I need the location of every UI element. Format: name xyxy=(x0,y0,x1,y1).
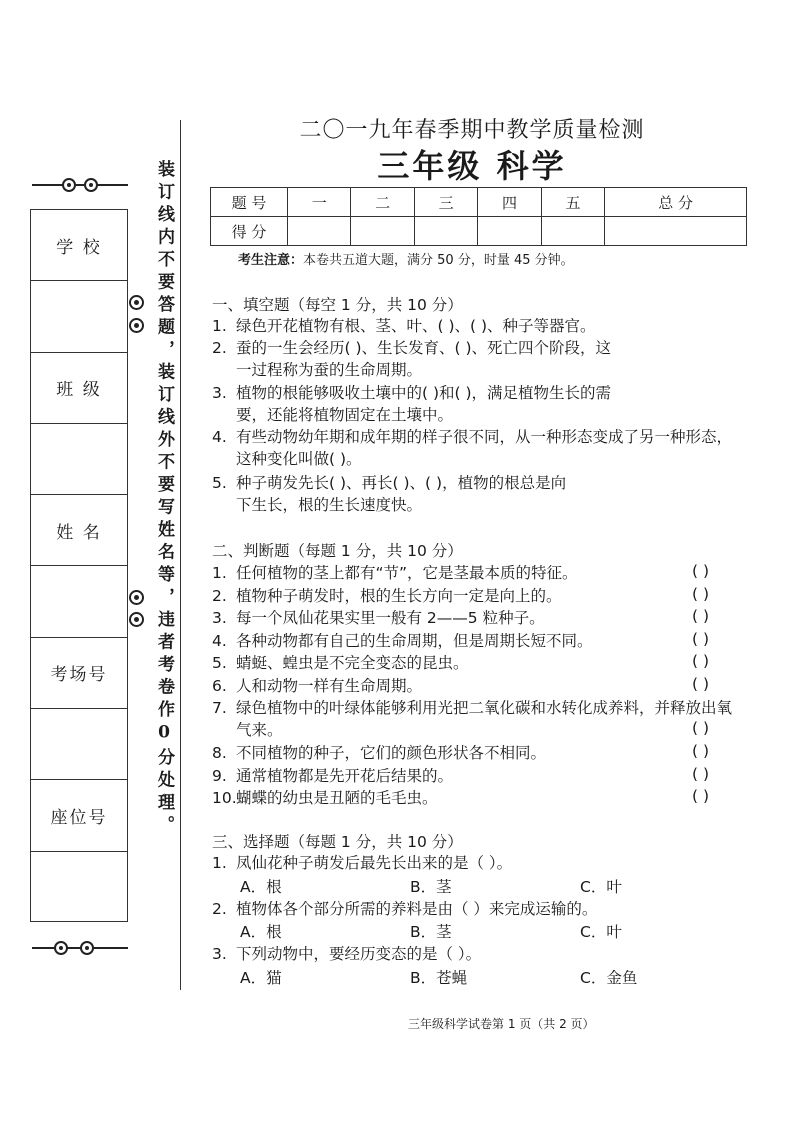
score-input-cell[interactable] xyxy=(605,217,747,246)
question-number: 2. xyxy=(212,900,227,918)
binding-hole-icon xyxy=(129,295,144,310)
option-b[interactable]: B．茎 xyxy=(410,878,452,896)
choice-question xyxy=(212,943,752,965)
question-text: 凤仙花种子萌发后最先长出来的是（ ）。 xyxy=(236,854,513,872)
score-header-cell: 五 xyxy=(541,188,604,217)
section3-title: 三、选择题（每题 1 分，共 10 分） xyxy=(212,833,463,851)
info-class-label: 班 级 xyxy=(31,353,127,424)
judge-question xyxy=(212,630,752,652)
question-text-cont: 下生长，根的生长速度快。 xyxy=(236,496,423,514)
score-input-cell[interactable] xyxy=(478,217,541,246)
judge-question xyxy=(212,765,752,787)
question-text-cont: 一过程称为蚕的生命周期。 xyxy=(236,361,423,379)
question-text: 任何植物的茎上都有“节”，它是茎最本质的特征。 xyxy=(236,564,578,582)
option-a[interactable]: A．根 xyxy=(240,878,282,896)
fill-question xyxy=(212,426,752,470)
question-number: 5. xyxy=(212,474,227,492)
question-text: 种子萌发先长( )、再长( )、( )，植物的根总是向 xyxy=(236,474,567,492)
info-class-field[interactable] xyxy=(31,424,127,495)
student-info-table xyxy=(30,209,128,922)
answer-paren[interactable]: ( ) xyxy=(692,562,710,580)
option-c[interactable]: C．叶 xyxy=(580,878,622,896)
section1-title: 一、填空题（每空 1 分，共 10 分） xyxy=(212,296,463,314)
question-text: 每一个凤仙花果实里一般有 2——5 粒种子。 xyxy=(236,609,545,627)
score-input-cell[interactable] xyxy=(351,217,414,246)
option-b[interactable]: B．茎 xyxy=(410,923,452,941)
score-header-cell: 题 号 xyxy=(211,188,288,217)
score-table xyxy=(210,187,747,246)
binding-hole-icon xyxy=(129,590,144,605)
answer-paren[interactable]: ( ) xyxy=(692,630,710,648)
info-name-field[interactable] xyxy=(31,566,127,637)
judge-question xyxy=(212,562,752,584)
question-text: 绿色开花植物有根、茎、叶、( )、( )、种子等器官。 xyxy=(236,317,596,335)
info-seat-label: 座位号 xyxy=(31,780,127,851)
question-number: 4. xyxy=(212,632,227,650)
score-input-cell[interactable] xyxy=(414,217,477,246)
question-text: 蜻蜓、蝗虫是不完全变态的昆虫。 xyxy=(236,654,469,672)
question-number: 1. xyxy=(212,564,227,582)
exam-notice xyxy=(238,249,574,268)
option-c[interactable]: C．金鱼 xyxy=(580,969,638,987)
option-c[interactable]: C．叶 xyxy=(580,923,622,941)
exam-title: 二〇一九年春季期中教学质量检测 xyxy=(299,118,645,143)
score-header-cell: 一 xyxy=(288,188,351,217)
info-room-label: 考场号 xyxy=(31,638,127,709)
score-header-cell: 总 分 xyxy=(605,188,747,217)
question-number: 6. xyxy=(212,677,227,695)
option-a[interactable]: A．根 xyxy=(240,923,282,941)
choice-question xyxy=(212,898,752,920)
fill-question xyxy=(212,315,752,337)
question-text-cont: 要，还能将植物固定在土壤中。 xyxy=(236,406,454,424)
binding-ornament-top xyxy=(32,178,128,192)
question-text: 各种动物都有自己的生命周期，但是周期长短不同。 xyxy=(236,632,593,650)
judge-question xyxy=(212,787,752,809)
question-number: 1. xyxy=(212,317,227,335)
question-text: 绿色植物中的叶绿体能够利用光把二氧化碳和水转化成养料，并释放出氧 xyxy=(236,699,733,717)
question-number: 10. xyxy=(212,789,237,807)
fill-question xyxy=(212,337,752,381)
answer-paren[interactable]: ( ) xyxy=(692,765,710,783)
question-number: 5. xyxy=(212,654,227,672)
question-text: 蚕的一生会经历( )、生长发育、( )、死亡四个阶段，这 xyxy=(236,339,612,357)
info-room-field[interactable] xyxy=(31,709,127,780)
answer-paren[interactable]: ( ) xyxy=(692,742,710,760)
question-number: 4. xyxy=(212,428,227,446)
answer-paren[interactable]: ( ) xyxy=(692,607,710,625)
question-number: 7. xyxy=(212,699,227,717)
judge-question xyxy=(212,675,752,697)
fill-question xyxy=(212,472,752,516)
score-input-cell[interactable] xyxy=(541,217,604,246)
question-number: 9. xyxy=(212,767,227,785)
question-number: 2. xyxy=(212,339,227,357)
binding-hole-icon xyxy=(129,612,144,627)
answer-paren[interactable]: ( ) xyxy=(692,787,710,805)
question-text: 植物体各个部分所需的养料是由（ ）来完成运输的。 xyxy=(236,900,598,918)
question-text: 植物种子萌发时，根的生长方向一定是向上的。 xyxy=(236,587,562,605)
binding-line-notice: 装订线内不要答题，装订线外不要写姓名等，违者考卷作0分处理。 xyxy=(154,160,174,838)
answer-paren[interactable]: ( ) xyxy=(692,585,710,603)
question-text: 通常植物都是先开花后结果的。 xyxy=(236,767,454,785)
answer-paren[interactable]: ( ) xyxy=(692,719,710,737)
question-number: 3. xyxy=(212,609,227,627)
question-text-cont: 气来。 xyxy=(236,721,283,739)
answer-paren[interactable]: ( ) xyxy=(692,652,710,670)
option-a[interactable]: A．猫 xyxy=(240,969,282,987)
binding-divider xyxy=(180,120,181,990)
info-school-field[interactable] xyxy=(31,281,127,352)
score-header-cell: 四 xyxy=(478,188,541,217)
question-text-cont: 这种变化叫做( )。 xyxy=(236,450,362,468)
info-seat-field[interactable] xyxy=(31,852,127,923)
page-footer: 三年级科学试卷第 1 页（共 2 页） xyxy=(408,1017,595,1031)
judge-question xyxy=(212,742,752,764)
question-text: 有些动物幼年期和成年期的样子很不同，从一种形态变成了另一种形态， xyxy=(236,428,733,446)
section2-title: 二、判断题（每题 1 分，共 10 分） xyxy=(212,542,463,560)
question-text: 人和动物一样有生命周期。 xyxy=(236,677,423,695)
question-text: 植物的根能够吸收土壤中的( )和( )，满足植物生长的需 xyxy=(236,384,612,402)
notice-label: 考生注意： xyxy=(238,253,304,268)
score-value-row xyxy=(211,217,747,246)
notice-text: 本卷共五道大题，满分 50 分，时量 45 分钟。 xyxy=(303,253,574,268)
question-text: 蝴蝶的幼虫是丑陋的毛毛虫。 xyxy=(236,789,438,807)
exam-subject: 三年级 科学 xyxy=(377,147,567,185)
question-number: 1. xyxy=(212,854,227,872)
judge-question xyxy=(212,585,752,607)
score-header-row xyxy=(211,188,747,217)
question-text: 下列动物中，要经历变态的是（ ）。 xyxy=(236,945,482,963)
binding-ornament-bottom xyxy=(32,941,128,955)
score-header-cell: 三 xyxy=(414,188,477,217)
score-input-cell[interactable] xyxy=(288,217,351,246)
info-name-label: 姓 名 xyxy=(31,495,127,566)
binding-hole-icon xyxy=(129,318,144,333)
info-school-label: 学 校 xyxy=(31,210,127,281)
judge-question xyxy=(212,697,752,741)
judge-question xyxy=(212,652,752,674)
question-number: 2. xyxy=(212,587,227,605)
score-header-cell: 二 xyxy=(351,188,414,217)
score-label-cell: 得 分 xyxy=(211,217,288,246)
question-number: 8. xyxy=(212,744,227,762)
judge-question xyxy=(212,607,752,629)
question-text: 不同植物的种子，它们的颜色形状各不相同。 xyxy=(236,744,547,762)
question-number: 3. xyxy=(212,384,227,402)
answer-paren[interactable]: ( ) xyxy=(692,675,710,693)
question-number: 3. xyxy=(212,945,227,963)
choice-question xyxy=(212,852,752,874)
fill-question xyxy=(212,382,752,426)
option-b[interactable]: B．苍蝇 xyxy=(410,969,468,987)
